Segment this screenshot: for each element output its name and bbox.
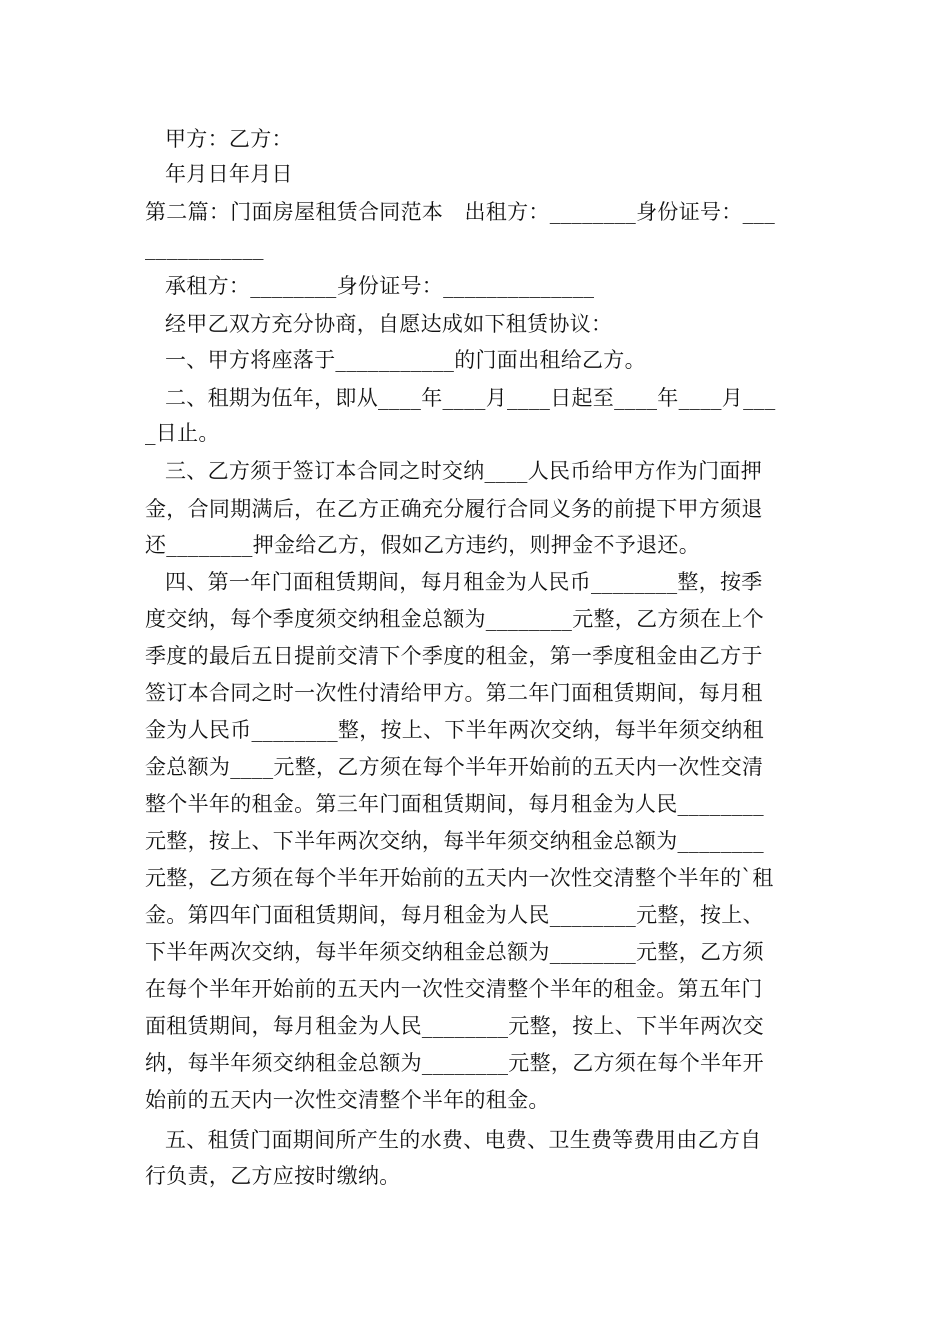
text-line: 一、甲方将座落于___________的门面出租给乙方。 [165,348,646,372]
text-line: 签订本合同之时一次性付清给甲方。第二年门面租赁期间，每月租 [145,681,763,705]
text-line: 金，合同期满后，在乙方正确充分履行合同义务的前提下甲方须退 [145,497,763,521]
text-line: 四、第一年门面租赁期间，每月租金为人民币________整，按季 [165,570,763,594]
text-line: 二、租期为伍年，即从____年____月____日起至____年____月___ [165,386,776,410]
text-line: 金。第四年门面租赁期间，每月租金为人民________元整，按上、 [145,903,764,927]
text-line: ___________ [145,236,264,260]
text-line: 度交纳，每个季度须交纳租金总额为________元整，乙方须在上个 [145,607,764,631]
text-line: 下半年两次交纳，每半年须交纳租金总额为________元整，乙方须 [145,940,764,964]
text-line: 金为人民币________整，按上、下半年两次交纳，每半年须交纳租 [145,718,764,742]
text-line: 承租方：________身份证号：______________ [165,274,595,298]
text-line: _日止。 [145,421,220,445]
text-line: 甲方：乙方： [165,127,293,151]
text-line: 面租赁期间，每月租金为人民________元整，按上、下半年两次交 [145,1014,764,1038]
text-line: 在每个半年开始前的五天内一次性交清整个半年的租金。第五年门 [145,977,763,1001]
text-line: 五、租赁门面期间所产生的水费、电费、卫生费等费用由乙方自 [165,1128,762,1152]
text-line: 三、乙方须于签订本合同之时交纳____人民币给甲方作为门面押 [165,459,762,483]
text-line: 整个半年的租金。第三年门面租赁期间，每月租金为人民________ [145,792,764,816]
text-line: 年月日年月日 [165,162,293,186]
text-line: 季度的最后五日提前交清下个季度的租金，第一季度租金由乙方于 [145,644,763,668]
text-line: 纳，每半年须交纳租金总额为________元整，乙方须在每个半年开 [145,1051,764,1075]
text-line: 元整，乙方须在每个半年开始前的五天内一次性交清整个半年的`租 [145,866,774,890]
text-line: 金总额为____元整，乙方须在每个半年开始前的五天内一次性交清 [145,755,764,779]
text-line: 经甲乙双方充分协商，自愿达成如下租赁协议： [165,312,613,336]
text-line: 还________押金给乙方，假如乙方违约，则押金不予退还。 [145,533,700,557]
text-line: 元整，按上、下半年两次交纳，每半年须交纳租金总额为________ [145,829,764,853]
text-line: 行负责，乙方应按时缴纳。 [145,1164,401,1188]
text-line: 始前的五天内一次性交清整个半年的租金。 [145,1088,550,1112]
section-heading-line: 第二篇：门面房屋租赁合同范本 出租方：________身份证号：___ [145,200,775,224]
